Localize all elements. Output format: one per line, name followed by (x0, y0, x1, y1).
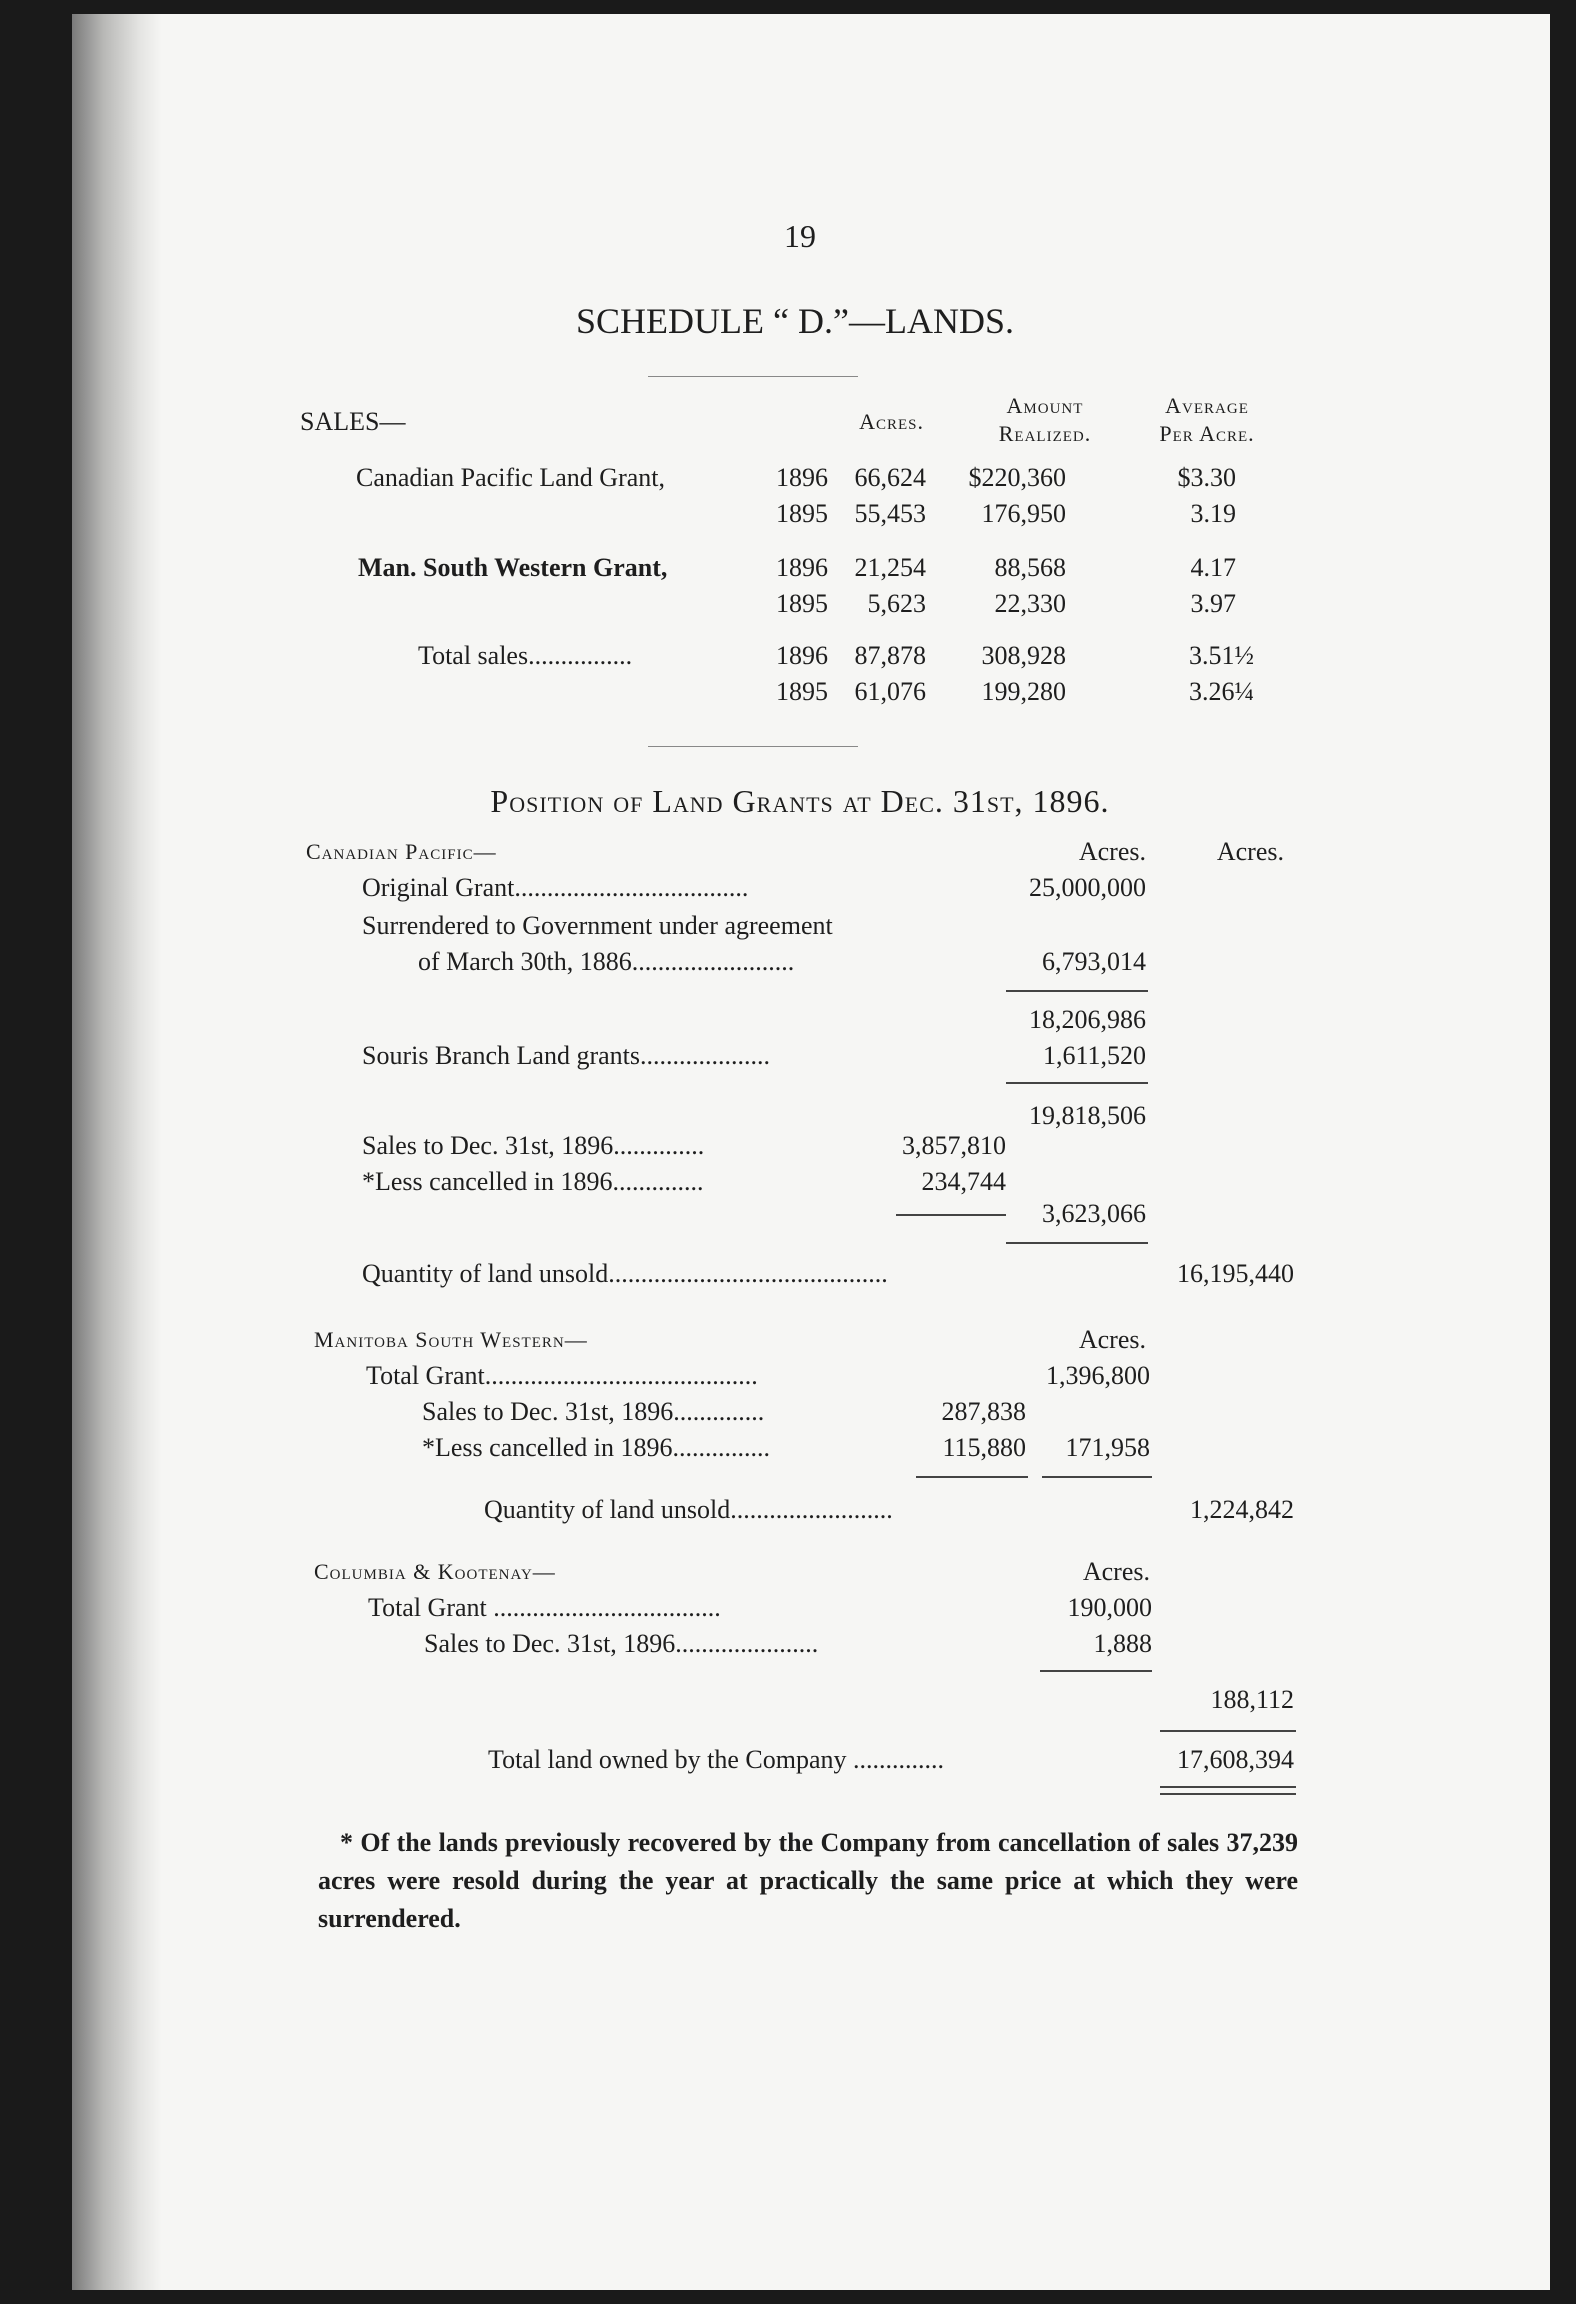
row-acres: 21,254 (854, 553, 926, 582)
title-rule (648, 376, 858, 377)
section-rule (648, 746, 858, 747)
row-average: $3.30 (1177, 463, 1236, 492)
row-year: 1895 (776, 589, 828, 618)
row-amount: 88,568 (994, 553, 1066, 582)
subtotal-rule (1160, 1730, 1296, 1732)
row-acres: 61,076 (854, 677, 926, 706)
total-owned-value: 17,608,394 (1177, 1745, 1294, 1774)
msw-col1-header: Acres. (1078, 1325, 1146, 1354)
row-year: 1895 (776, 677, 828, 706)
row-year: 1896 (776, 553, 828, 582)
ck-total-value: 190,000 (1067, 1593, 1152, 1622)
cp-original-value: 25,000,000 (1029, 873, 1146, 902)
subtotal-rule (896, 1214, 1006, 1216)
ck-sales-value: 1,888 (1093, 1629, 1152, 1658)
cp-souris-label: Souris Branch Land grants.................... (362, 1041, 771, 1070)
cp-col2-header: Acres. (1216, 837, 1284, 866)
col-average-header-1: Average (1165, 393, 1249, 418)
position-title: Position of Land Grants at Dec. 31st, 1896. (490, 783, 1110, 819)
msw-total-value: 1,396,800 (1046, 1361, 1150, 1390)
msw-total-label: Total Grant.......................................... (366, 1361, 758, 1390)
col-average-header-2: Per Acre. (1159, 421, 1255, 446)
cp-subtotal-2: 19,818,506 (1029, 1101, 1146, 1130)
row-amount: 22,330 (994, 589, 1066, 618)
cp-sales-label: Sales to Dec. 31st, 1896.............. (362, 1131, 705, 1160)
subtotal-rule (916, 1476, 1028, 1478)
msw-unsold-value: 1,224,842 (1190, 1495, 1294, 1524)
row-amount: 176,950 (981, 499, 1066, 528)
cp-cancelled-label: *Less cancelled in 1896.............. (362, 1167, 704, 1196)
msw-cancelled-label: *Less cancelled in 1896............... (422, 1433, 771, 1462)
cp-surrendered-label: Surrendered to Government under agreement (362, 911, 833, 940)
subtotal-rule (1040, 1670, 1152, 1672)
sales-heading: SALES— (300, 407, 406, 436)
row-label: Man. South Western Grant, (358, 553, 668, 582)
row-year: 1896 (776, 641, 828, 670)
msw-sales-value: 287,838 (941, 1397, 1026, 1426)
subtotal-rule (1006, 990, 1148, 992)
row-label: Canadian Pacific Land Grant, (356, 463, 665, 492)
page-gutter-shadow (72, 14, 162, 2290)
cp-unsold-label: Quantity of land unsold........................................... (362, 1259, 888, 1288)
cp-unsold-value: 16,195,440 (1177, 1259, 1294, 1288)
cp-heading: Canadian Pacific— (306, 839, 497, 864)
ck-col1-header: Acres. (1082, 1557, 1150, 1586)
cp-col1-header: Acres. (1078, 837, 1146, 866)
footnote: * Of the lands previously recovered by the Company from cancellation of sales 37,239 acres were resold during the year at practically the same price at which they were surrendered. (318, 1828, 1298, 1933)
row-acres: 87,878 (854, 641, 926, 670)
page-number: 19 (784, 218, 816, 254)
col-amount-header-1: Amount (1006, 393, 1084, 418)
cp-souris-value: 1,611,520 (1042, 1041, 1146, 1070)
total-double-rule-top (1160, 1786, 1296, 1788)
cp-subtotal-1: 18,206,986 (1029, 1005, 1146, 1034)
row-average: 4.17 (1190, 553, 1236, 582)
ck-sales-label: Sales to Dec. 31st, 1896...................... (424, 1629, 819, 1658)
subtotal-rule (1006, 1082, 1148, 1084)
row-label: Total sales................ (418, 641, 633, 670)
ck-remaining: 188,112 (1210, 1685, 1294, 1714)
schedule-title: SCHEDULE “ D.”—LANDS. (576, 301, 1014, 341)
col-acres-header: Acres. (859, 409, 924, 434)
row-amount: $220,360 (968, 463, 1066, 492)
msw-unsold-label: Quantity of land unsold......................... (484, 1495, 893, 1524)
cp-sales-value: 3,857,810 (902, 1131, 1006, 1160)
msw-net-sales: 171,958 (1065, 1433, 1150, 1462)
row-acres: 55,453 (854, 499, 926, 528)
cp-surrendered-value: 6,793,014 (1042, 947, 1146, 976)
ck-total-label: Total Grant ................................... (368, 1593, 721, 1622)
ck-heading: Columbia & Kootenay— (314, 1559, 556, 1584)
row-average: 3.97 (1190, 589, 1236, 618)
row-acres: 66,624 (854, 463, 926, 492)
subtotal-rule (1042, 1476, 1152, 1478)
row-year: 1896 (776, 463, 828, 492)
cp-net-sales: 3,623,066 (1042, 1199, 1146, 1228)
msw-cancelled-value: 115,880 (942, 1433, 1026, 1462)
col-amount-header-2: Realized. (998, 421, 1092, 446)
row-amount: 199,280 (981, 677, 1066, 706)
row-average: 3.19 (1190, 499, 1236, 528)
total-owned-label: Total land owned by the Company .............. (488, 1745, 945, 1774)
row-average: 3.51½ (1189, 641, 1254, 670)
document-page (72, 14, 1550, 2290)
row-year: 1895 (776, 499, 828, 528)
row-acres: 5,623 (867, 589, 926, 618)
row-amount: 308,928 (981, 641, 1066, 670)
total-double-rule-bottom (1160, 1793, 1296, 1795)
cp-surrendered-label-2: of March 30th, 1886......................... (418, 947, 795, 976)
row-average: 3.26¼ (1189, 677, 1254, 706)
msw-heading: Manitoba South Western— (314, 1327, 588, 1352)
cp-original-label: Original Grant.................................... (362, 873, 749, 902)
msw-sales-label: Sales to Dec. 31st, 1896.............. (422, 1397, 765, 1426)
cp-cancelled-value: 234,744 (921, 1167, 1006, 1196)
subtotal-rule (1006, 1242, 1148, 1244)
